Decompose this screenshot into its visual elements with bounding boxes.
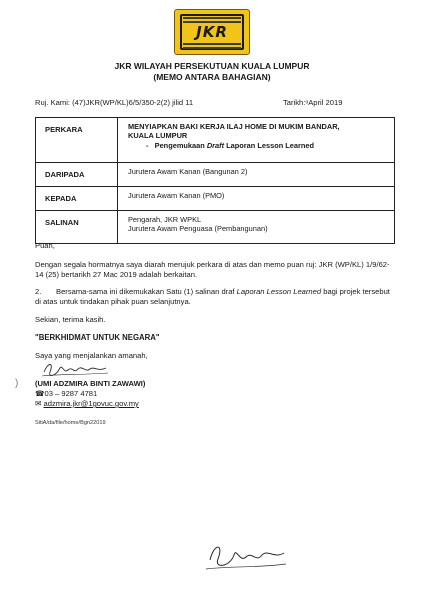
email-line: [35, 399, 395, 409]
row-kepada: [36, 187, 395, 211]
row-salinan: [36, 211, 395, 244]
kepada-value: Jurutera Awam Kanan (PMO): [118, 187, 395, 211]
motto: "BERKHIDMAT UNTUK NEGARA": [35, 333, 160, 342]
perkara-sub-b: Draft: [206, 140, 225, 150]
daripada-value: Jurutera Awam Kanan (Bangunan 2): [118, 163, 395, 187]
reference-number: Ruj. Kami: (47)JKR(WP/KL)6/5/350-2(2) jilid 11: [35, 98, 194, 107]
jkr-logo: [174, 9, 250, 55]
perkara-sub-a: Pengemukaan: [154, 140, 205, 150]
perkara-label: PERKARA: [36, 118, 118, 163]
salinan-line2: Jurutera Awam Penguasa (Pembangunan): [128, 224, 268, 234]
daripada-label: DARIPADA: [36, 163, 118, 187]
memo-subtitle: (MEMO ANTARA BAHAGIAN): [153, 72, 271, 82]
file-code: SitiA/da/file/home/Bgn22019: [35, 420, 106, 426]
salinan-line1: Pengarah, JKR WPKL: [128, 215, 202, 224]
signature: [40, 360, 110, 380]
salinan-value: [118, 211, 395, 244]
salutation: Puan,: [35, 241, 55, 250]
perkara-value: [118, 118, 395, 163]
date-field: Tarikh:ᵍApril 2019: [283, 98, 343, 107]
paragraph-2-text-b: bagi projek tersebut di atas untuk tindakan pihak puan selanjutnya.: [35, 287, 390, 306]
memo-title: JKR WILAYAH PERSEKUTUAN KUALA LUMPUR: [114, 61, 310, 71]
perkara-subline: [128, 141, 390, 150]
margin-mark: ): [15, 378, 19, 389]
logo-text: JKR: [196, 23, 228, 41]
paragraph-2-text-a: Bersama-sama ini dikemukakan Satu (1) salinan draf: [56, 287, 237, 296]
signatory-name: (UMI ADZMIRA BINTI ZAWAWI): [35, 379, 146, 388]
date-label: Tarikh:: [283, 98, 306, 107]
date-value: April 2019: [308, 98, 343, 107]
perkara-sub-prefix: -: [146, 140, 149, 150]
row-perkara: [36, 118, 395, 163]
email-address[interactable]: adzmira.jkr@1govuc.gov.my: [43, 399, 139, 408]
kepada-label: KEPADA: [36, 187, 118, 211]
paragraph-1: Dengan segala hormatnya saya diarah merujuk perkara di atas dan memo puan ruj: JKR (WP/KL) 1/9/62-14 (25) bertarikh 27 Mac 2019 adalah berkaitan.: [35, 260, 390, 279]
perkara-line2: KUALA LUMPUR: [128, 131, 188, 141]
paragraph-2-italic: Laporan Lesson Learned: [236, 287, 322, 296]
row-daripada: [36, 163, 395, 187]
perkara-line1: MENYIAPKAN BAKI KERJA ILAJ HOME DI MUKIM BANDAR,: [128, 122, 340, 131]
perkara-sub-c: Laporan Lesson Learned: [226, 140, 315, 150]
memo-header-table: [35, 117, 395, 244]
telephone-icon: ☎: [35, 389, 45, 398]
salinan-label: SALINAN: [36, 211, 118, 244]
phone-number: 03 – 9287 4781: [44, 389, 98, 398]
sign-off: Saya yang menjalankan amanah,: [35, 351, 148, 360]
phone-line: [35, 389, 395, 399]
bottom-signature: [200, 535, 290, 580]
envelope-icon: ✉: [35, 399, 42, 408]
paragraph-2: [35, 287, 395, 307]
paragraph-2-number: 2.: [35, 287, 42, 296]
closing: Sekian, terima kasih.: [35, 315, 106, 324]
